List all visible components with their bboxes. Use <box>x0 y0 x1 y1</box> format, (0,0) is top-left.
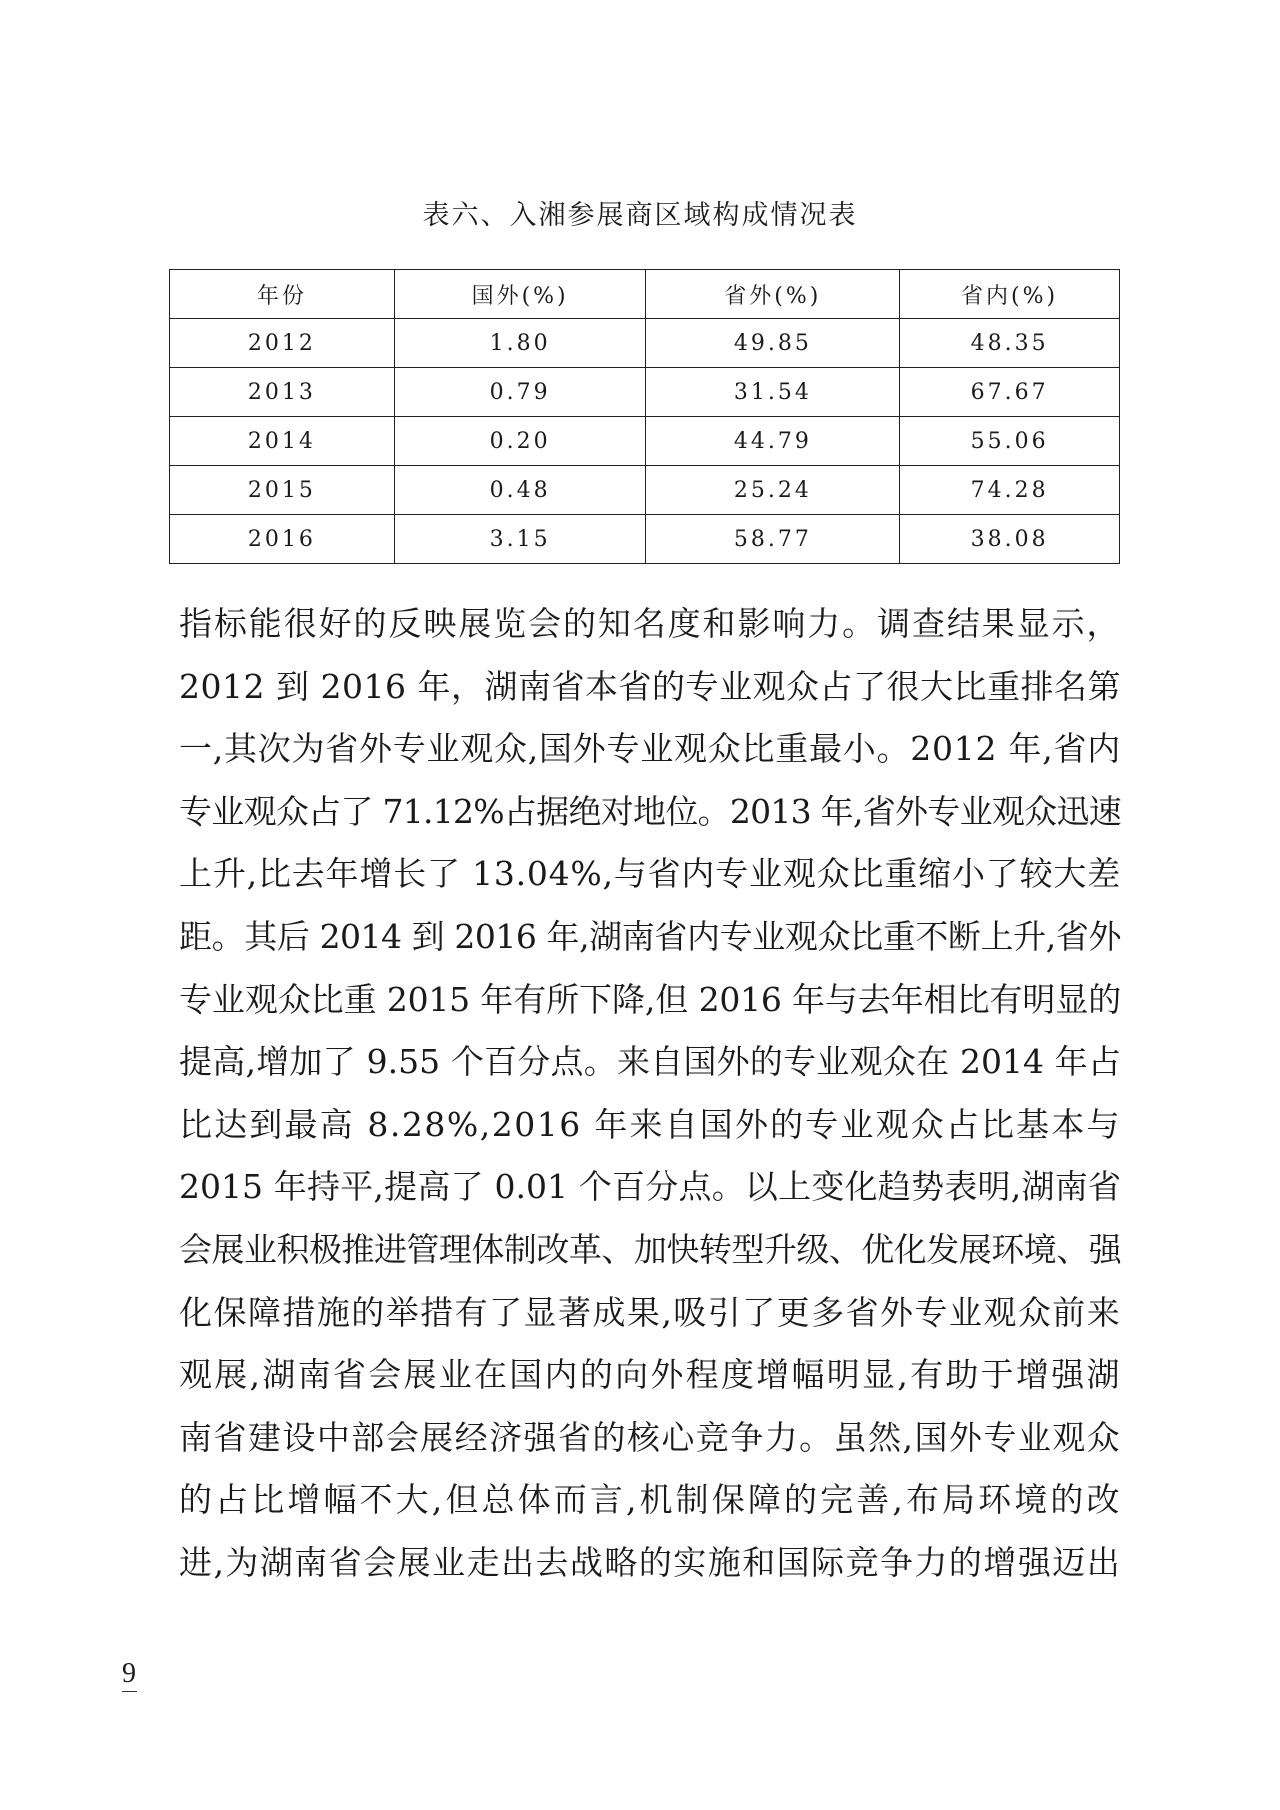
cell-year: 2013 <box>170 368 395 417</box>
table-row <box>170 515 1120 564</box>
table-row <box>170 466 1120 515</box>
cell-in-province: 67.67 <box>900 368 1120 417</box>
header-out-of-province: 省外(%) <box>646 270 900 319</box>
cell-out-of-province: 58.77 <box>646 515 900 564</box>
body-line: 进,为湖南省会展业走出去战略的实施和国际竞争力的增强迈出 <box>179 1542 1121 1582</box>
table-row <box>170 319 1120 368</box>
header-foreign: 国外(%) <box>394 270 646 319</box>
body-line: 会展业积极推进管理体制改革、加快转型升级、优化发展环境、强 <box>179 1229 1121 1269</box>
table-header-row <box>170 270 1120 319</box>
cell-in-province: 74.28 <box>900 466 1120 515</box>
region-composition-table <box>169 269 1120 564</box>
cell-foreign: 1.80 <box>394 319 646 368</box>
body-line: 距。其后 2014 到 2016 年,湖南省内专业观众比重不断上升,省外 <box>179 916 1121 956</box>
body-line: 提高,增加了 9.55 个百分点。来自国外的专业观众在 2014 年占 <box>179 1042 1121 1082</box>
cell-foreign: 3.15 <box>394 515 646 564</box>
body-line: 2012 到 2016 年，湖南省本省的专业观众占了很大比重排名第 <box>179 666 1121 706</box>
header-in-province: 省内(%) <box>900 270 1120 319</box>
cell-year: 2015 <box>170 466 395 515</box>
cell-out-of-province: 31.54 <box>646 368 900 417</box>
header-year: 年份 <box>170 270 395 319</box>
body-line: 比达到最高 8.28%,2016 年来自国外的专业观众占比基本与 <box>179 1104 1121 1144</box>
cell-year: 2012 <box>170 319 395 368</box>
cell-year: 2014 <box>170 417 395 466</box>
table-row <box>170 368 1120 417</box>
body-line: 南省建设中部会展经济强省的核心竞争力。虽然,国外专业观众 <box>179 1417 1121 1457</box>
cell-year: 2016 <box>170 515 395 564</box>
cell-out-of-province: 44.79 <box>646 417 900 466</box>
body-paragraph <box>179 593 1121 1595</box>
cell-in-province: 55.06 <box>900 417 1120 466</box>
cell-foreign: 0.79 <box>394 368 646 417</box>
body-line: 专业观众占了 71.12%占据绝对地位。2013 年,省外专业观众迅速 <box>179 791 1121 831</box>
body-line: 2015 年持平,提高了 0.01 个百分点。以上变化趋势表明,湖南省 <box>179 1167 1121 1207</box>
body-line: 观展,湖南省会展业在国内的向外程度增幅明显,有助于增强湖 <box>179 1355 1121 1395</box>
body-line: 专业观众比重 2015 年有所下降,但 2016 年与去年相比有明显的 <box>179 979 1121 1019</box>
table-title: 表六、入湘参展商区域构成情况表 <box>422 200 858 231</box>
cell-out-of-province: 25.24 <box>646 466 900 515</box>
page-number: 9 <box>122 1658 136 1689</box>
page-number-underline <box>122 1691 137 1692</box>
body-line: 一,其次为省外专业观众,国外专业观众比重最小。2012 年,省内 <box>179 729 1121 769</box>
body-line: 上升,比去年增长了 13.04%,与省内专业观众比重缩小了较大差 <box>179 854 1121 894</box>
table-row <box>170 417 1120 466</box>
body-line: 化保障措施的举措有了显著成果,吸引了更多省外专业观众前来 <box>179 1292 1121 1332</box>
body-line: 的占比增幅不大,但总体而言,机制保障的完善,布局环境的改 <box>179 1480 1121 1520</box>
cell-foreign: 0.48 <box>394 466 646 515</box>
cell-in-province: 48.35 <box>900 319 1120 368</box>
cell-in-province: 38.08 <box>900 515 1120 564</box>
body-line: 指标能很好的反映展览会的知名度和影响力。调查结果显示， <box>179 604 1121 643</box>
cell-out-of-province: 49.85 <box>646 319 900 368</box>
cell-foreign: 0.20 <box>394 417 646 466</box>
